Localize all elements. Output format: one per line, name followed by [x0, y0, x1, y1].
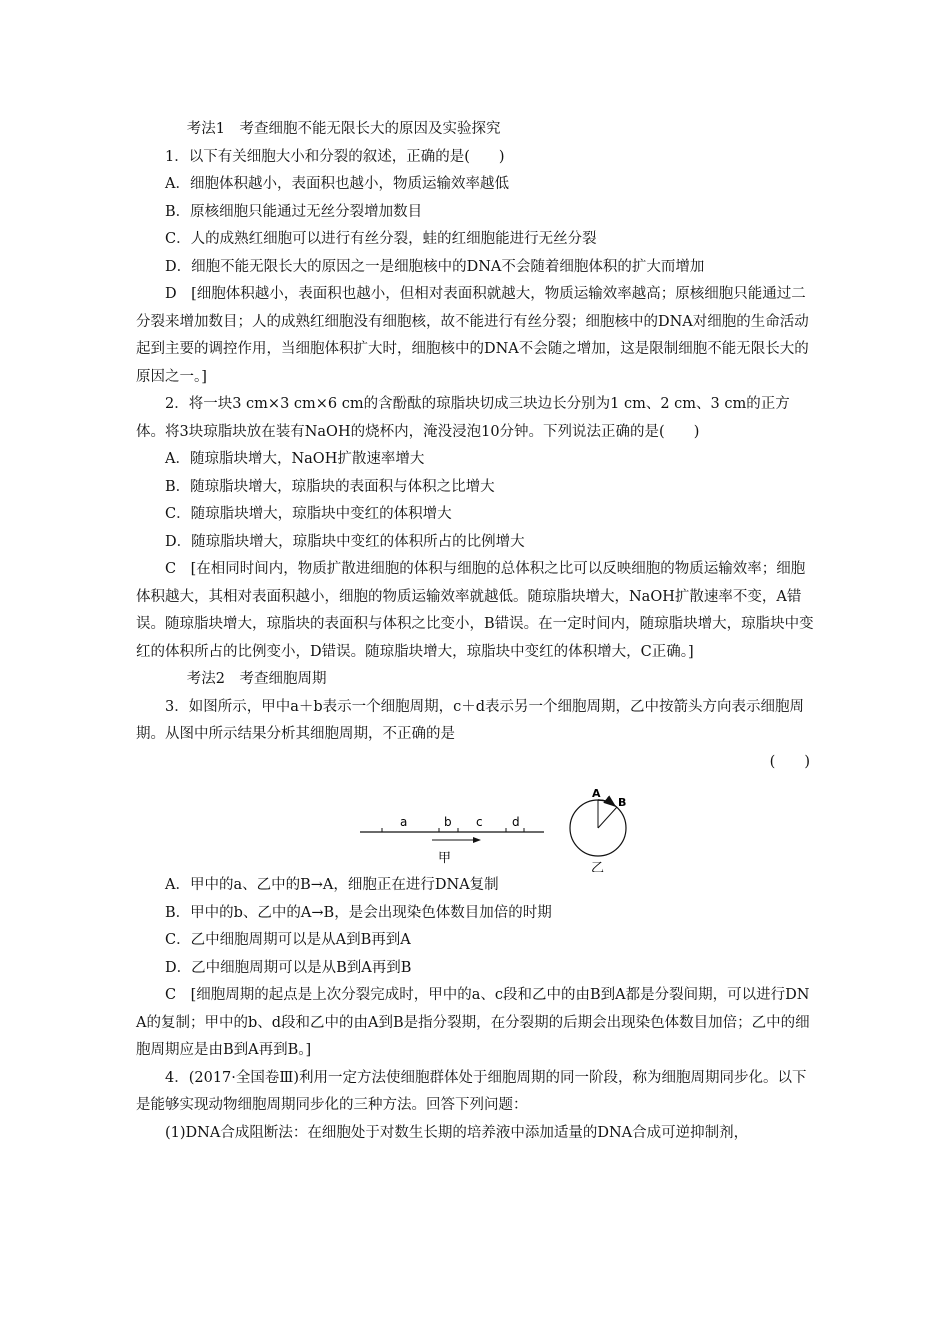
- circle-label-b: B: [618, 796, 627, 809]
- question-1-option-d: D．细胞不能无限长大的原因之一是细胞核中的DNA不会随着细胞体积的扩大而增加: [165, 258, 705, 275]
- segment-label-d: d: [512, 815, 520, 829]
- arc-arrow-icon: [598, 800, 615, 806]
- question-3-answer: C [细胞周期的起点是上次分裂完成时，甲中的a、c段和乙中的由B到A都是分裂间期，可以进行DNA的复制；甲中的b、d段和乙中的由A到B是指分裂期，在分裂期的后期会出现染色体数目加倍；乙中的细胞周期应是由B到A再到B。]: [136, 987, 810, 1058]
- figure-caption-yi: 乙: [591, 861, 605, 872]
- circle-label-a: A: [592, 787, 601, 800]
- question-1-option-b: B．原核细胞只能通过无丝分裂增加数目: [165, 203, 423, 220]
- question-4-part-1: (1)DNA合成阻断法：在细胞处于对数生长期的培养液中添加适量的DNA合成可逆抑制剂，: [165, 1124, 749, 1141]
- question-1-option-c: C．人的成熟红细胞可以进行有丝分裂，蛙的红细胞能进行无丝分裂: [165, 231, 597, 247]
- question-1-answer: D [细胞体积越小，表面积也越小，但相对表面积就越大，物质运输效率越高；原核细胞只能通过二分裂来增加数目；人的成熟红细胞没有细胞核，故不能进行有丝分裂；细胞核中的DNA对细胞的生命活动起到主要的调控作用，当细胞体积扩大时，细胞核中的DNA不会随之增加，这是限制细胞不能无限长大的原因之一。]: [136, 286, 809, 385]
- document-page: [136, 116, 816, 1147]
- question-1-stem: 1．以下有关细胞大小和分裂的叙述，正确的是( ): [165, 148, 505, 165]
- question-2-answer: C [在相同时间内，物质扩散进细胞的体积与细胞的总体积之比可以反映细胞的物质运输效率；细胞体积越大，其相对表面积越小，细胞的物质运输效率就越低。随琼脂块增大，NaOH扩散速率不变，A错误。随琼脂块增大，琼脂块的表面积与体积之比变小，B错误。在一定时间内，随琼脂块增大，琼脂块中变红的体积所占的比例变小，D错误。随琼脂块增大，琼脂块中变红的体积增大，C正确。]: [136, 561, 814, 660]
- figure-caption-jia: 甲: [438, 851, 452, 866]
- question-3-stem: 3．如图所示，甲中a＋b表示一个细胞周期，c＋d表示另一个细胞周期，乙中按箭头方向表示细胞周期。从图中所示结果分析其细胞周期，不正确的是: [136, 698, 805, 742]
- question-2-option-c: C．随琼脂块增大，琼脂块中变红的体积增大: [165, 506, 452, 522]
- question-3-answer-blank: ( ): [769, 753, 810, 770]
- segment-label-a: a: [400, 815, 408, 829]
- cell-cycle-diagram: [136, 776, 816, 872]
- cell-cycle-figure: [136, 776, 816, 872]
- question-3-option-c: C．乙中细胞周期可以是从A到B再到A: [165, 932, 411, 948]
- section-heading-1: 考法1 考查细胞不能无限长大的原因及实验探究: [186, 121, 501, 137]
- question-2-option-d: D．随琼脂块增大，琼脂块中变红的体积所占的比例增大: [165, 533, 525, 550]
- question-2-stem: 2．将一块3 cm×3 cm×6 cm的含酚酞的琼脂块切成三块边长分别为1 cm、2 cm、3 cm的正方体。将3块琼脂块放在装有NaOH的烧杯内，淹没浸泡10分钟。下列说法正确的是( ): [136, 396, 790, 440]
- question-3-option-b: B．甲中的b、乙中的A→B，是会出现染色体数目加倍的时期: [165, 904, 552, 921]
- question-4-stem: 4．(2017·全国卷Ⅲ)利用一定方法使细胞群体处于细胞周期的同一阶段，称为细胞周期同步化。以下是能够实现动物细胞周期同步化的三种方法。回答下列问题：: [136, 1069, 807, 1113]
- question-2-option-b: B．随琼脂块增大，琼脂块的表面积与体积之比增大: [165, 478, 495, 495]
- radius-to-b: [598, 807, 617, 828]
- question-1-option-a: A．细胞体积越小，表面积也越小，物质运输效率越低: [165, 176, 509, 192]
- section-heading-2: 考法2 考查细胞周期: [186, 671, 327, 687]
- question-3-option-a: A．甲中的a、乙中的B→A，细胞正在进行DNA复制: [165, 877, 499, 893]
- segment-label-c: c: [476, 815, 483, 829]
- segment-label-b: b: [444, 815, 452, 829]
- question-3-option-d: D．乙中细胞周期可以是从B到A再到B: [165, 959, 412, 976]
- question-2-option-a: A．随琼脂块增大，NaOH扩散速率增大: [165, 451, 425, 467]
